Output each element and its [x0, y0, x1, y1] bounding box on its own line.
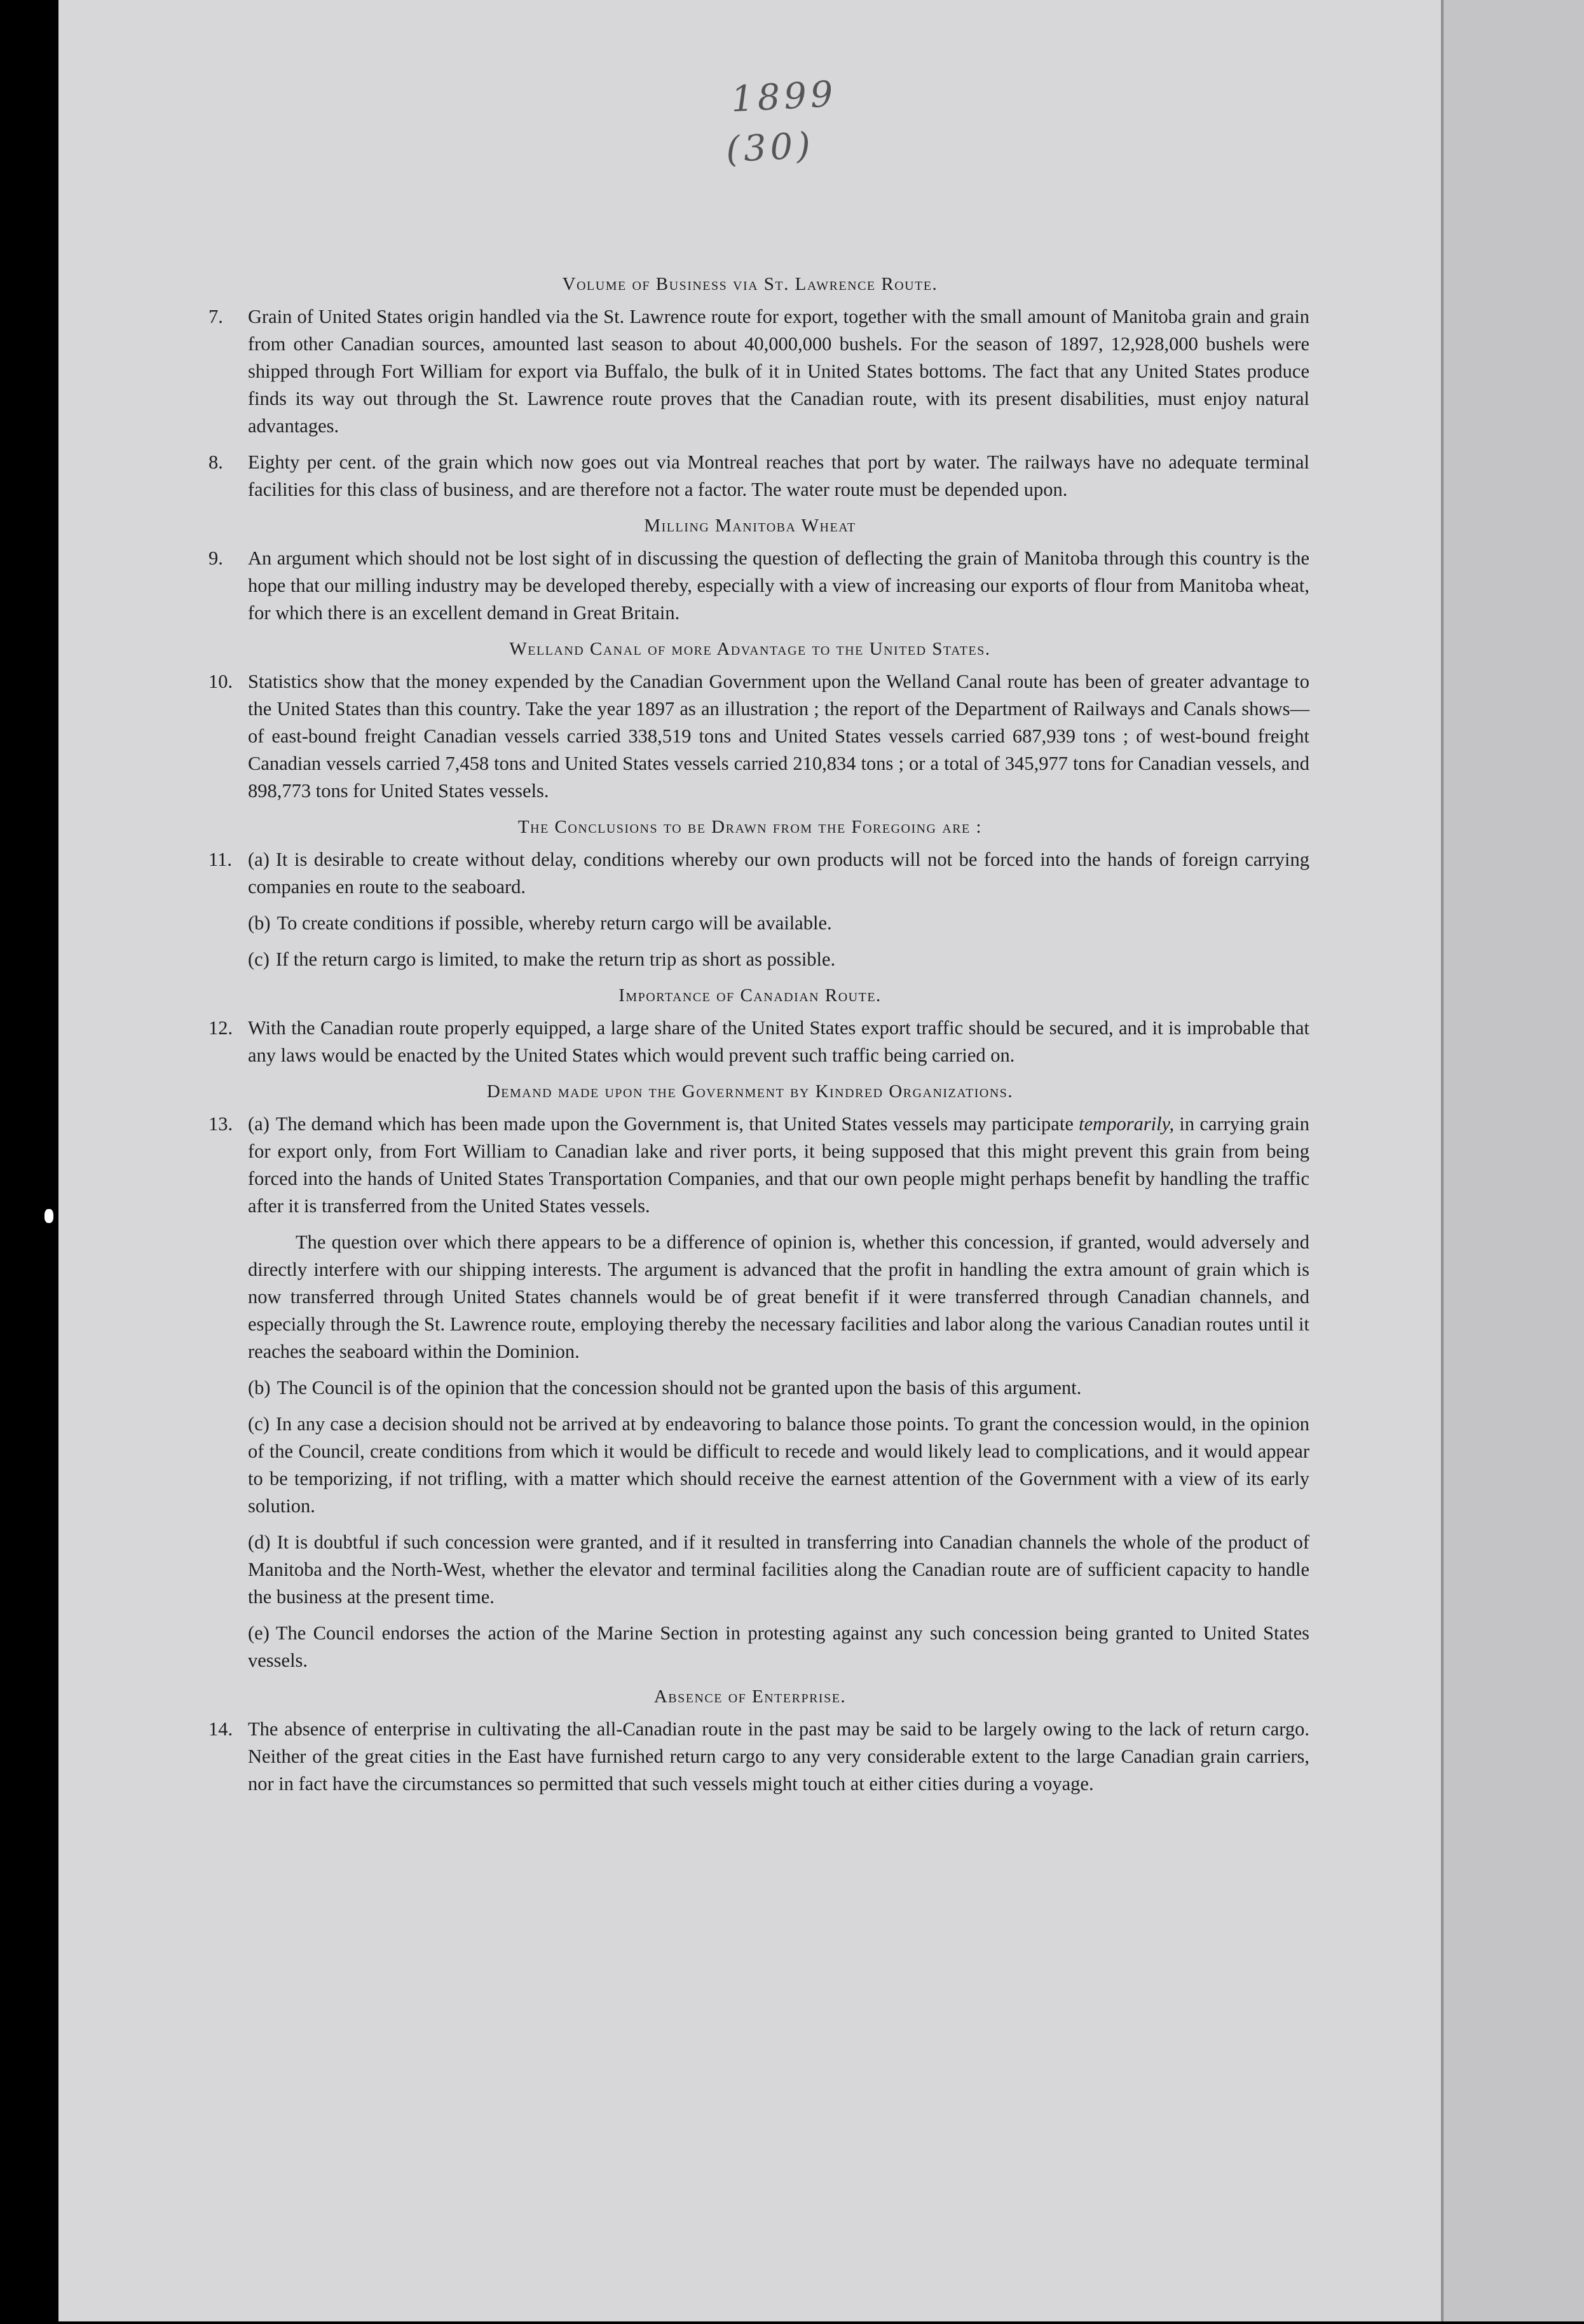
paragraph-9	[191, 545, 1309, 627]
subitem-text: The Council endorses the action of the Marine Section in protesting against any such concession being granted to United States vessels.	[248, 1622, 1309, 1671]
paragraph-number: 8.	[208, 451, 223, 473]
item-label: (b)	[248, 1377, 271, 1398]
paragraph-7	[191, 303, 1309, 440]
paragraph-text: It is desirable to create without delay, conditions whereby our own products will not be forced into the hands of foreign carrying companies en route to the seaboard.	[248, 849, 1309, 898]
paragraph-text: in carrying grain for export only, from Fort William to Canadian lake and river ports, it being supposed that this might prevent this grain from being forced into the hands of United States Transportation Companies, and that our own people might perhaps benefit by handling the traffic after it is transferred from the United States vessels.	[248, 1113, 1309, 1217]
subitem-c	[248, 946, 1309, 973]
item-label: (a)	[248, 1113, 270, 1135]
paragraph-number: 9.	[208, 547, 223, 569]
handwritten-number: (30)	[725, 125, 816, 171]
paragraph-14	[191, 1716, 1309, 1798]
paragraph-12	[191, 1015, 1309, 1069]
scan-border	[0, 2321, 1584, 2324]
section-heading: Absence of Enterprise.	[653, 1686, 847, 1707]
handwritten-year: 1899	[730, 73, 838, 121]
subitem-text: To create conditions if possible, whereby return cargo will be available.	[277, 912, 832, 934]
paragraph-text: An argument which should not be lost sight of in discussing the question of deflecting the grain of Manitoba through this country is the hope that our milling industry may be developed thereby, especially with a view of increasing our exports of flour from Manitoba wheat, for which there is an excellent demand in Great Britain.	[248, 547, 1309, 624]
subitem-b	[248, 1374, 1309, 1402]
subitem-c	[248, 1411, 1309, 1520]
subitem-list	[191, 910, 1309, 973]
emphasized-text: temporarily,	[1079, 1113, 1175, 1135]
paragraph-text: The demand which has been made upon the Government is, that United States vessels may participate	[275, 1113, 1074, 1135]
section-heading: Milling Manitoba Wheat	[644, 516, 856, 536]
paragraph-number: 7.	[208, 306, 223, 327]
subitem-e	[248, 1620, 1309, 1674]
section-heading: Welland Canal of more Advantage to the United States.	[509, 639, 991, 659]
paragraph-8	[191, 449, 1309, 503]
subitem-text: In any case a decision should not be arrived at by endeavoring to balance those points. To grant the concession would, in the opinion of the Council, create conditions from which it would be difficult to recede and would likely lead to complications, and it would appear to be temporizing, if not trifling, with a matter which should receive the earnest attention of the Government with a view of its early solution.	[248, 1413, 1309, 1517]
paragraph-number: 11.	[208, 849, 232, 870]
document-body	[191, 267, 1309, 1807]
subitem-text: The Council is of the opinion that the concession should not be granted upon the basis of this argument.	[277, 1377, 1082, 1398]
section-heading: Importance of Canadian Route.	[618, 985, 882, 1006]
paragraph-number: 12.	[208, 1017, 233, 1039]
paragraph-11	[191, 846, 1309, 901]
section-heading: Volume of Business via St. Lawrence Route.	[562, 274, 938, 294]
paragraph-number: 14.	[208, 1718, 233, 1740]
item-label: (b)	[248, 912, 271, 934]
paragraph-text: Grain of United States origin handled via the St. Lawrence route for export, together with the small amount of Manitoba grain and grain from other Canadian sources, amounted last season to about 40,000,000 bushels. For the season of 1897, 12,928,000 bushels were shipped through Fort William for export via Buffalo, the bulk of it in United States bottoms. The fact that any United States produce finds its way out through the St. Lawrence route proves that the Canadian route, with its present disabilities, must enjoy natural advantages.	[248, 306, 1309, 437]
item-label: (e)	[248, 1622, 270, 1644]
item-label: (d)	[248, 1531, 271, 1553]
subitem-text: If the return cargo is limited, to make the return trip as short as possible.	[275, 948, 836, 970]
paragraph-number: 13.	[208, 1113, 233, 1135]
item-label: (c)	[248, 948, 270, 970]
paragraph-text: Statistics show that the money expended by the Canadian Government upon the Welland Canal route has been of greater advantage to the United States than this country. Take the year 1897 as an illustration ; the report of the Department of Railways and Canals shows—of east-bound freight Canadian vessels carried 338,519 tons and United States vessels carried 687,939 tons ; of west-bound freight Canadian vessels carried 7,458 tons and United States vessels carried 210,834 tons ; or a total of 345,977 tons for Canadian vessels, and 898,773 tons for United States vessels.	[248, 671, 1309, 802]
paragraph-number: 10.	[208, 671, 233, 692]
section-heading: The Conclusions to be Drawn from the Foregoing are :	[517, 817, 983, 837]
adjacent-page-edge	[1441, 0, 1584, 2321]
paragraph-text: Eighty per cent. of the grain which now goes out via Montreal reaches that port by water. The railways have no adequate terminal facilities for this class of business, and are therefore not a factor. The water route must be depended upon.	[248, 451, 1309, 500]
paragraph-text: With the Canadian route properly equipped, a large share of the United States export traffic should be secured, and it is improbable that any laws would be enacted by the United States which would prevent such traffic being carried on.	[248, 1017, 1309, 1066]
subitem-list	[191, 1374, 1309, 1674]
scan-artifact	[44, 1209, 53, 1223]
section-heading: Demand made upon the Government by Kindred Organizations.	[486, 1081, 1014, 1102]
subitem-text: It is doubtful if such concession were granted, and if it resulted in transferring into Canadian channels the whole of the product of Manitoba and the North-West, whether the elevator and terminal facilities along the Canadian route are of sufficient capacity to handle the business at the present time.	[248, 1531, 1309, 1608]
subitem-b	[248, 910, 1309, 937]
item-label: (c)	[248, 1413, 270, 1435]
item-label: (a)	[248, 849, 270, 870]
paragraph-text: The absence of enterprise in cultivating the all-Canadian route in the past may be said to be largely owing to the lack of return cargo. Neither of the great cities in the East have furnished return cargo to any very considerable extent to the large Canadian grain carriers, nor in fact have the circumstances so permitted that such vessels might touch at either cities during a voyage.	[248, 1718, 1309, 1794]
paragraph-13	[191, 1111, 1309, 1220]
paragraph-10	[191, 668, 1309, 805]
continuation-paragraph: The question over which there appears to be a difference of opinion is, whether this concession, if granted, would adversely and directly interfere with our shipping interests. The argument is advanced that the profit in handling the extra amount of grain which is now transferred through United States channels would be of great benefit if it were transferred through Canadian channels, and especially through the St. Lawrence route, employing thereby the necessary facilities and labor along the various Canadian routes until it reaches the seaboard within the Dominion.	[248, 1231, 1309, 1362]
subitem-d	[248, 1529, 1309, 1611]
